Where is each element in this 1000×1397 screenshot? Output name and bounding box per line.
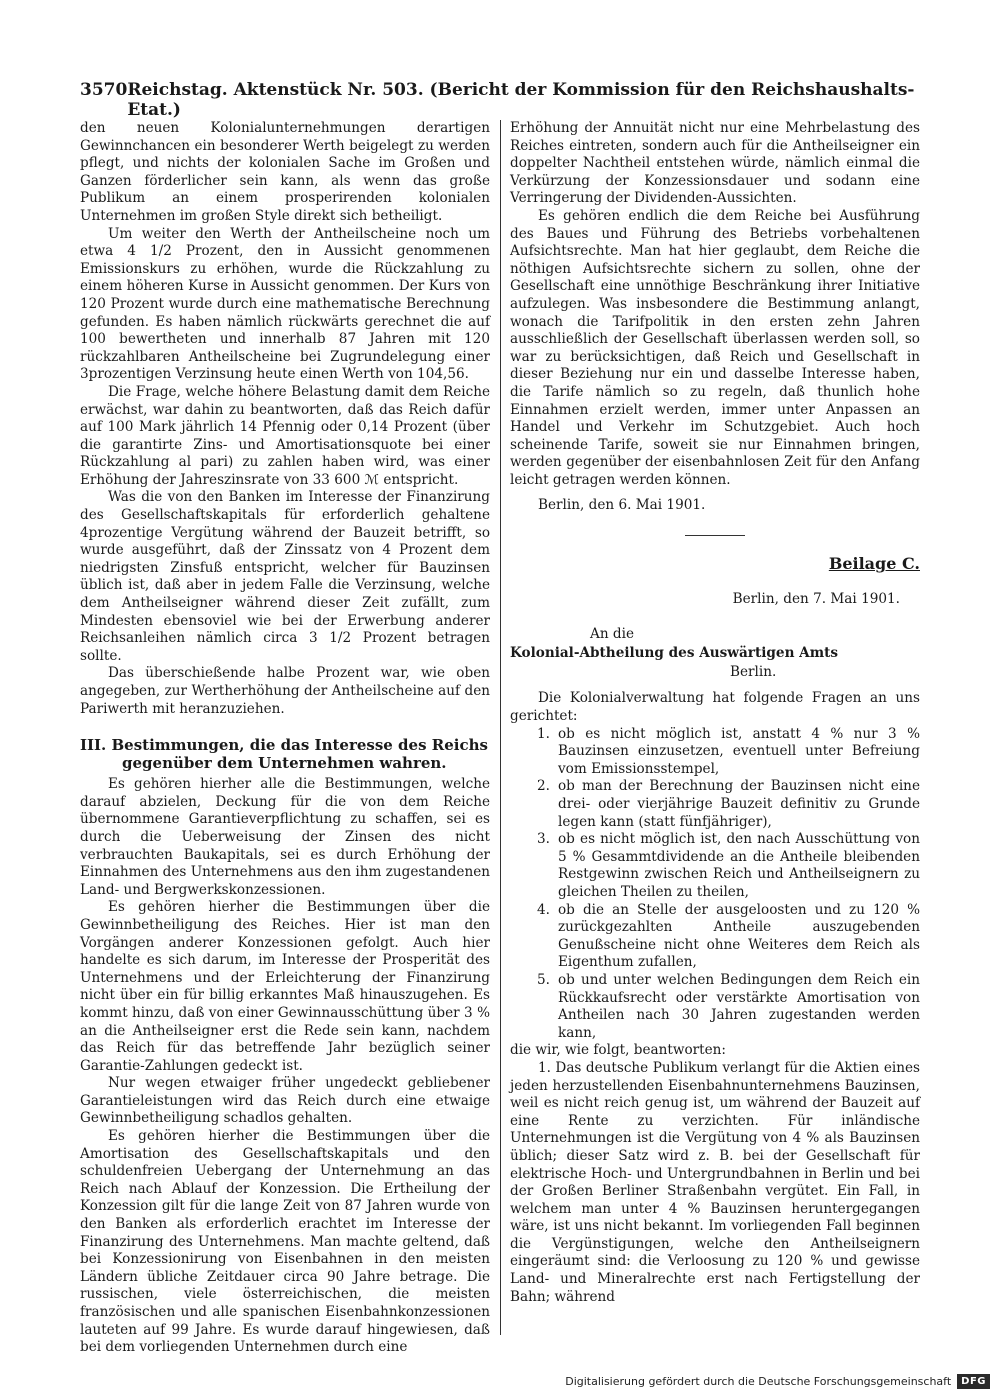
paragraph: Es gehören endlich die dem Reiche bei Ausführung des Baues und Führung des Betriebs vorbehaltenen Aufsichtsrechte. Man hat hier geglaubt, dem Reiche die nöthigen Aufsichtsrechte sichern zu sollen, ohne der Gesellschaft eine unnöthige Beschränkung ihrer Initiative aufzulegen. Was insbesondere die Bestimmung anlangt, wonach die Tarifpolitik in den ersten zehn Jahren ausschließlich der Gesellschaft überlassen werden soll, so war zu berücksichtigen, daß Reich und Gesellschaft in dieser Beziehung nur ein und dasselbe Interesse haben, die Tarife nämlich so zu regeln, daß thunlich hohe Einnahmen erzielt werden, immer unter Anpassen an Handel und Verkehr im Schutzgebiet. Auch hoch scheinende Tarife, soweit sie nur Einnahmen bringen, werden gegenüber der eisenbahnlosen Zeit für den Anfang leicht getragen werden können.: [510, 207, 920, 488]
address-department: Kolonial-Abtheilung des Auswärtigen Amts: [510, 645, 839, 662]
address-city: Berlin.: [730, 664, 777, 681]
two-column-body: [80, 120, 920, 1356]
paragraph: Erhöhung der Annuität nicht nur eine Mehrbelastung des Reiches eintreten, sondern auch für die Antheilseigner ein doppelter Nachtheil entstehen würde, nämlich einmal die Verkürzung der Konzessionsdauer und sodann eine Verringerung der Dividenden-Aussichten.: [510, 120, 920, 207]
paragraph: Es gehören hierher die Bestimmungen über die Gewinnbetheiligung des Reiches. Hier ist man den Vorgängen anderer Konzessionen gefolgt. Auch hier handelte es sich darum, im Interesse der Prosperität des Unternehmens und der Erleichterung der Finanzirung nicht über ein für billig erkanntes Maß hinauszugehen. Es kommt hinzu, daß von einer Gewinnausschüttung über 3 % an die Antheilseigner erst die Rede sein kann, nachdem das Reich für das betreffende Jahr bezüglich seiner Garantie-Zahlungen gedeckt ist.: [80, 899, 490, 1074]
document-page: [80, 80, 920, 1356]
list-item: 5. ob und unter welchen Bedingungen dem Reich ein Rückkaufsrecht oder verstärkte Amortisation von Antheilen nach 30 Jahren zugestanden werden kann,: [537, 971, 920, 1041]
paragraph: Was die von den Banken im Interesse der Finanzirung des Gesellschaftskapitals für erforderlich gehaltene 4prozentige Vergütung während der Bauzeit betrifft, so wurde ausgeführt, daß der Zinssatz von 4 Prozent dem niedrigsten Zinsfuß entspricht, welcher für Bauzinsen üblich ist, daß aber in jedem Falle die Verzinsung, welche dem Antheilseigner während dieser Zeit zufällt, zum Mindesten ebensoviel wie bei der Erwerbung anderer Reichsanleihen nämlich circa 3 1/2 Prozent betragen sollte.: [80, 489, 490, 664]
intro-paragraph: Die Kolonialverwaltung hat folgende Fragen an uns gerichtet:: [510, 690, 920, 725]
paragraph: Das überschießende halbe Prozent war, wie oben angegeben, zur Wertherhöhung der Antheilscheine auf den Pariwerth mit heranzuziehen.: [80, 665, 490, 717]
paragraph: Es gehören hierher alle die Bestimmungen, welche darauf abzielen, Deckung für die von dem Reiche übernommene Garantieverpflichtung zu schaffen, sei es durch die Ueberweisung der Zinsen des nicht verbrauchten Baukapitals, sei es durch Erhöhung der Einnahmen des Unternehmens aus den ihm zugestandenen Land- und Bergwerkskonzessionen.: [80, 776, 491, 898]
section-heading-line: III. Bestimmungen, die das Interesse des Reichs: [80, 736, 488, 755]
answer-intro: die wir, wie folgt, beantworten:: [510, 1042, 726, 1059]
appendix-heading: Beilage C.: [828, 554, 920, 574]
paragraph: Nur wegen etwaiger früher ungedeckt gebliebener Garantieleistungen wird das Reich durch eine etwaige Gewinnbetheiligung schadlos gehalten.: [80, 1075, 490, 1127]
answer-paragraph: 1. Das deutsche Publikum verlangt für die Aktien eines jeden herzustellenden Eisenbahnunternehmens Bauzinsen, weil es nicht reich genug ist, um während der Bauzeit auf eine Rente zu verzichten. Für inländische Unternehmungen ist die Vergütung von 4 % als Bauzinsen üblich; dieser Satz wird z. B. bei der Gesellschaft für elektrische Hoch- und Untergrundbahnen in Berlin und bei der Großen Berliner Straßenbahn vergütet. Ein Fall, in welchem man unter 4 % Bauzinsen heruntergegangen wäre, ist uns nicht bekannt. Im vorliegenden Fall beginnen die Vergünstigungen, welche den Antheilseignern eingeräumt sind: die Verloosung zu 120 % und gewisse Land- und Mineralrechte erst nach Fertigstellung der Bahn; während: [510, 1059, 920, 1305]
paragraph: Die Frage, welche höhere Belastung damit dem Reiche erwächst, war dahin zu beantworten, daß das Reich dafür auf 100 Mark jährlich 14 Pfennig oder 0,14 Prozent (über die garantirte Zins- und Amortisationsquote bei einer Rückzahlung al pari) zu zahlen haben wird, was einer Erhöhung der Jahreszinsrate von 33 600 ℳ entspricht.: [80, 383, 490, 488]
address-an: An die: [590, 626, 634, 643]
paragraph: Um weiter den Werth der Antheilscheine noch um etwa 4 1/2 Prozent, den in Aussicht genommenen Emissionskurs zu erhöhen, wurde die Rückzahlung zu einem höheren Kurse in Aussicht genommen. Der Kurs von 120 Prozent wurde durch eine mathematische Berechnung gefunden. Es haben nämlich rückwärts gerechnet die auf 100 bewertheten und innerhalb 87 Jahren mit 120 rückzahlbaren Antheilscheine bei Zugrundelegung einer 3prozentigen Verzinsung heute einen Werth von 104,56.: [80, 225, 490, 383]
paragraph: den neuen Kolonialunternehmungen derartigen Gewinnchancen ein besonderer Werth beigelegt zu werden pflegt, und nichts der kolonialen Sache im Großen und Ganzen förderlicher sein kann, als wenn das große Publikum an einem prosperirenden kolonialen Unternehmen im großen Style direkt sich betheiligt.: [80, 120, 490, 224]
column-divider: [500, 120, 501, 1335]
list-item: 3. ob es nicht möglich ist, den nach Ausschüttung von 5 % Gesammtdividende an die Antheile bleibenden Restgewinn zwischen Reich und Antheilseignern zu gleichen Theilen zu theilen,: [537, 831, 920, 900]
list-item: 4. ob die an Stelle der ausgeloosten und zu 120 % zurückgezahlten Antheile auszugebenden Genußscheine nicht ohne Weiteres dem Reich als Eigenthum zufallen,: [537, 901, 920, 971]
section-heading-line: gegenüber dem Unternehmen wahren.: [122, 754, 447, 773]
page-header: [80, 80, 920, 120]
date-line: Berlin, den 7. Mai 1901.: [732, 591, 900, 608]
dfg-logo: DFG: [957, 1374, 990, 1389]
left-column: [80, 120, 490, 1357]
question-list: [510, 726, 920, 1043]
digitization-footer: [565, 1374, 990, 1389]
section-heading: [80, 736, 490, 772]
running-title: Reichstag. Aktenstück Nr. 503. (Bericht der Kommission für den Reichshaushalts-Etat.): [127, 80, 915, 120]
page-number: 3570: [80, 80, 128, 100]
list-item: 2. ob man der Berechnung der Bauzinsen nicht eine drei- oder vierjährige Bauzeit definitiv zu Grunde legen kann (statt fünfjähriger),: [537, 778, 920, 830]
address-block: [510, 625, 920, 682]
signature-line: Berlin, den 6. Mai 1901.: [538, 497, 706, 514]
list-item: 1. ob es nicht möglich ist, anstatt 4 % nur 3 % Bauzinsen einzusetzen, eventuell unter Befreiung vom Emissionsstempel,: [537, 725, 920, 777]
right-column: [510, 120, 920, 1306]
separator-rule: [685, 535, 745, 536]
paragraph: Es gehören hierher die Bestimmungen über die Amortisation des Gesellschaftskapitals und den schuldenfreien Uebergang der Unternehmung an das Reich nach Ablauf der Konzession. Die Ertheilung der Konzession gilt für die lange Zeit von 87 Jahren wurde von den Banken als erforderlich erachtet im Interesse der Finanzirung des Unternehmens. Man machte geltend, daß bei Konzessionirung von Eisenbahnen in den meisten Ländern übliche Zeitdauer circa 90 Jahre betrage. Die russischen, viele österreichischen, die meisten französischen und alle spanischen Eisenbahnkonzessionen lauteten auf 99 Jahre. Es wurde darauf hingewiesen, daß bei dem vorliegenden Unternehmen durch eine: [80, 1128, 490, 1356]
footer-text: Digitalisierung gefördert durch die Deutsche Forschungsgemeinschaft: [565, 1375, 952, 1388]
